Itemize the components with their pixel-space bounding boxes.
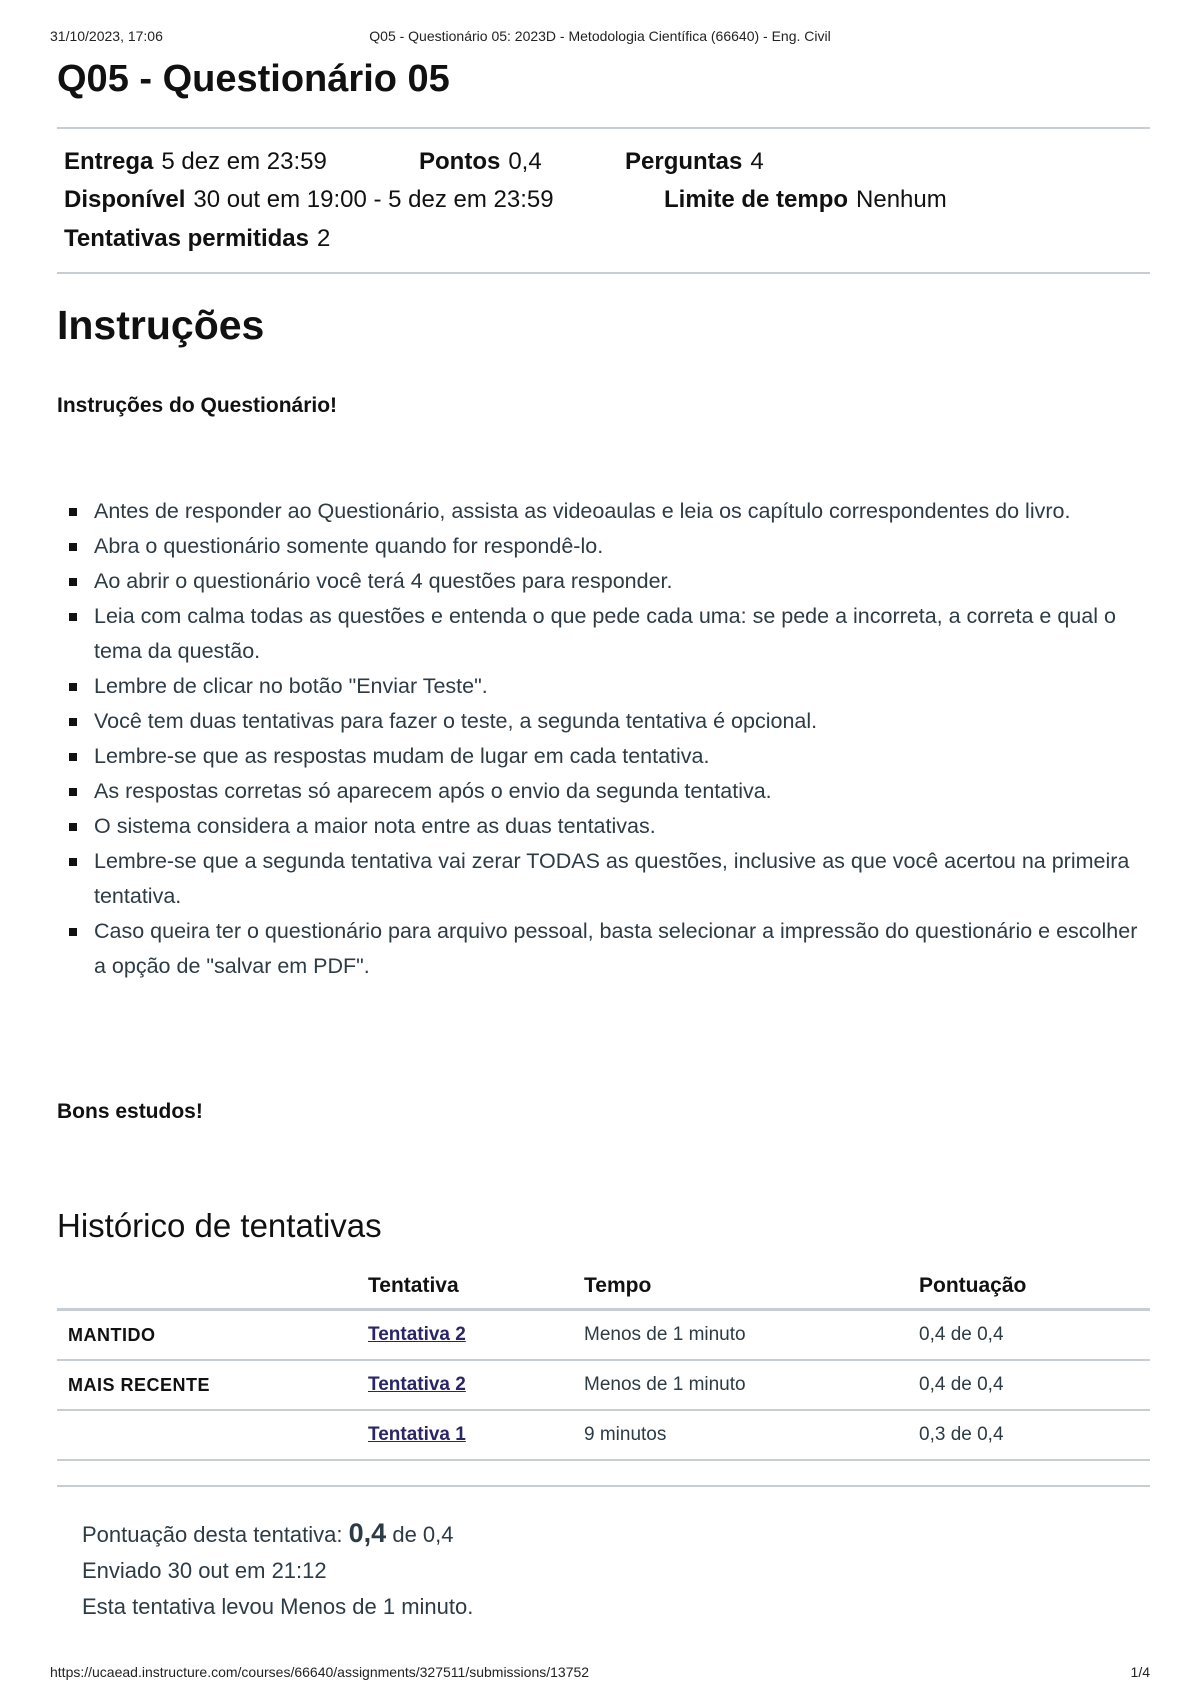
row-label: MANTIDO [57, 1310, 368, 1361]
tentativas-detail [64, 225, 330, 253]
disponivel-value: 30 out em 19:00 - 5 dez em 23:59 [193, 186, 554, 213]
attempt-score: 0,3 de 0,4 [919, 1410, 1150, 1460]
history-heading: Histórico de tentativas [57, 1207, 382, 1244]
attempt-link[interactable]: Tentativa 1 [368, 1424, 466, 1445]
pontos-detail [419, 148, 542, 176]
print-url: https://ucaead.instructure.com/courses/66640/assignments/327511/submissions/13752 [50, 1664, 590, 1680]
row-label [57, 1410, 368, 1460]
perguntas-label: Perguntas [625, 148, 743, 175]
column-header-attempt: Tentativa [368, 1264, 584, 1310]
score-label: Pontuação desta tentativa: [82, 1522, 343, 1547]
entrega-label: Entrega [64, 148, 154, 175]
pontos-label: Pontos [419, 148, 501, 175]
print-datetime: 31/10/2023, 17:06 [50, 28, 163, 44]
instruction-item: Leia com calma todas as questões e entenda o que pede cada uma: se pede a incorreta, a correta e qual o tema da questão. [57, 599, 1150, 669]
entrega-value: 5 dez em 23:59 [161, 148, 327, 175]
limite-label: Limite de tempo [664, 186, 849, 213]
duration-text: Esta tentativa levou Menos de 1 minuto. [82, 1594, 474, 1619]
instruction-item: Abra o questionário somente quando for respondê-lo. [57, 529, 1150, 564]
instruction-item: Lembre-se que a segunda tentativa vai zerar TODAS as questões, inclusive as que você acertou na primeira tentativa. [57, 844, 1150, 914]
attempt-link[interactable]: Tentativa 2 [368, 1374, 466, 1395]
instruction-item: Você tem duas tentativas para fazer o teste, a segunda tentativa é opcional. [57, 704, 1150, 739]
attempt-time: Menos de 1 minuto [584, 1310, 919, 1361]
score-value: 0,4 [348, 1518, 387, 1548]
column-header-score: Pontuação [919, 1264, 1150, 1310]
quiz-title: Q05 - Questionário 05 [57, 58, 450, 100]
instructions-heading: Instruções [57, 302, 265, 348]
instruction-item: Caso queira ter o questionário para arquivo pessoal, basta selecionar a impressão do questionário e escolher a opção de "salvar em PDF". [57, 914, 1150, 984]
limite-value: Nenhum [856, 186, 947, 213]
closing-text: Bons estudos! [57, 1100, 203, 1123]
perguntas-value: 4 [750, 148, 764, 175]
disponivel-detail [64, 186, 554, 214]
attempt-history-table [57, 1264, 1150, 1461]
attempt-score: 0,4 de 0,4 [919, 1360, 1150, 1410]
page-number: 1/4 [1130, 1664, 1150, 1680]
instruction-item: As respostas corretas só aparecem após o envio da segunda tentativa. [57, 774, 1150, 809]
tentativas-label: Tentativas permitidas [64, 225, 309, 252]
attempt-link[interactable]: Tentativa 2 [368, 1324, 466, 1345]
instruction-item: Antes de responder ao Questionário, assista as videoaulas e leia os capítulo correspondentes do livro. [57, 494, 1150, 529]
divider [57, 1485, 1150, 1487]
instruction-item: Lembre-se que as respostas mudam de lugar em cada tentativa. [57, 739, 1150, 774]
instructions-subheading: Instruções do Questionário! [57, 394, 338, 417]
disponivel-label: Disponível [64, 186, 186, 213]
divider [57, 127, 1150, 129]
column-header-time: Tempo [584, 1264, 919, 1310]
instruction-item: Lembre de clicar no botão "Enviar Teste". [57, 669, 1150, 704]
table-header-row [57, 1264, 1150, 1310]
attempt-score-summary [82, 1518, 454, 1549]
table-row [57, 1410, 1150, 1460]
row-label: MAIS RECENTE [57, 1360, 368, 1410]
table-row [57, 1360, 1150, 1410]
instruction-item: O sistema considera a maior nota entre as duas tentativas. [57, 809, 1150, 844]
quiz-details-row-1 [64, 148, 327, 176]
tentativas-value: 2 [316, 225, 331, 252]
pontos-value: 0,4 [508, 148, 542, 175]
print-footer [50, 1664, 1150, 1684]
attempt-time: 9 minutos [584, 1410, 919, 1460]
column-header-label [57, 1264, 368, 1310]
instructions-list [57, 494, 1150, 984]
score-of: de 0,4 [392, 1522, 454, 1547]
submitted-text: Enviado 30 out em 21:12 [82, 1558, 327, 1583]
attempt-time: Menos de 1 minuto [584, 1360, 919, 1410]
limite-detail [664, 186, 947, 214]
perguntas-detail [625, 148, 764, 176]
print-document-title: Q05 - Questionário 05: 2023D - Metodologia Científica (66640) - Eng. Civil [369, 28, 831, 44]
instruction-item: Ao abrir o questionário você terá 4 questões para responder. [57, 564, 1150, 599]
attempt-score: 0,4 de 0,4 [919, 1310, 1150, 1361]
print-header [50, 28, 1150, 48]
divider [57, 272, 1150, 274]
table-row [57, 1310, 1150, 1361]
